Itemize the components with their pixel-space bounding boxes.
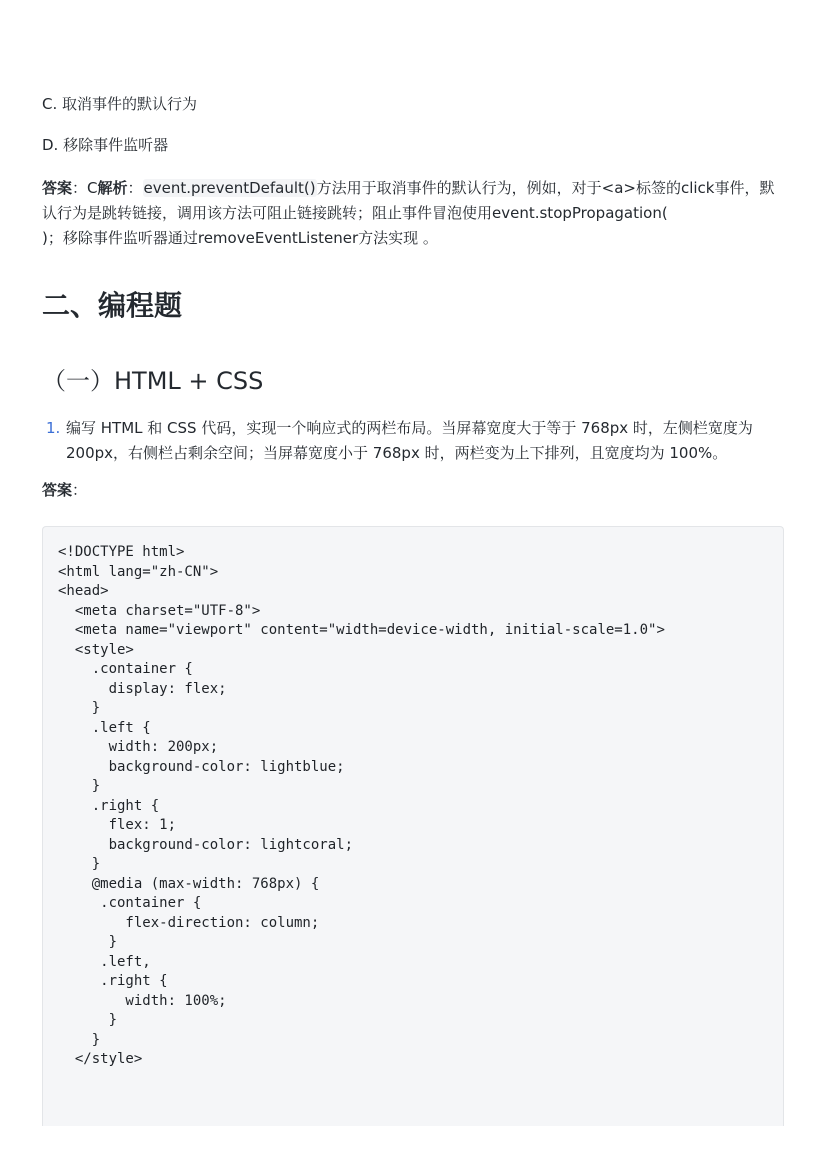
analysis-colon: ：: [127, 179, 143, 197]
answer-label: 答案: [42, 179, 73, 197]
code-block: [42, 526, 784, 1126]
option-c: C. 取消事件的默认行为: [42, 95, 198, 113]
answer-value: C: [87, 179, 98, 197]
section-heading: 二、编程题: [42, 289, 183, 322]
question-number: 1.: [46, 419, 61, 437]
question-list: [42, 416, 808, 466]
answer-label-2-text: 答案: [42, 481, 73, 499]
analysis-text: 方法用于取消事件的默认行为，例如，对于<a>标签的click事件，默认行为是跳转链接，调用该方法可阻止链接跳转；阻止事件冒泡使用event.stopPropagation( )；移除事件监听器通过removeEventListener方法实现 。: [42, 179, 775, 247]
inline-code: event.preventDefault(): [143, 179, 316, 197]
question-text: 编写 HTML 和 CSS 代码，实现一个响应式的两栏布局。当屏幕宽度大于等于 768px 时，左侧栏宽度为 200px，右侧栏占剩余空间；当屏幕宽度小于 768px 时，两栏变为上下排列，且宽度均为 100%。: [66, 419, 753, 462]
answer-label-2: [42, 480, 87, 500]
answer-paragraph: [42, 176, 782, 251]
analysis-label: 解析: [97, 179, 128, 197]
answer-label-2-colon: ：: [72, 481, 88, 499]
option-d: D. 移除事件监听器: [42, 136, 169, 154]
subsection-heading: （一）HTML + CSS: [42, 367, 264, 395]
answer-colon: ：: [72, 179, 88, 197]
code-content: <!DOCTYPE html> <html lang="zh-CN"> <head> <meta charset="UTF-8"> <meta name="viewport" content="width=device-width, initial-scale=1.0"> <style> .container { display: flex; } .left { width: 200px; background-color: lightblue; } .right { flex: 1; background-color: lightcoral; } @media (max-width: 768px) { .container { flex-direction: column; } .left, .right { width: 100%; } } </style>: [58, 544, 665, 1067]
